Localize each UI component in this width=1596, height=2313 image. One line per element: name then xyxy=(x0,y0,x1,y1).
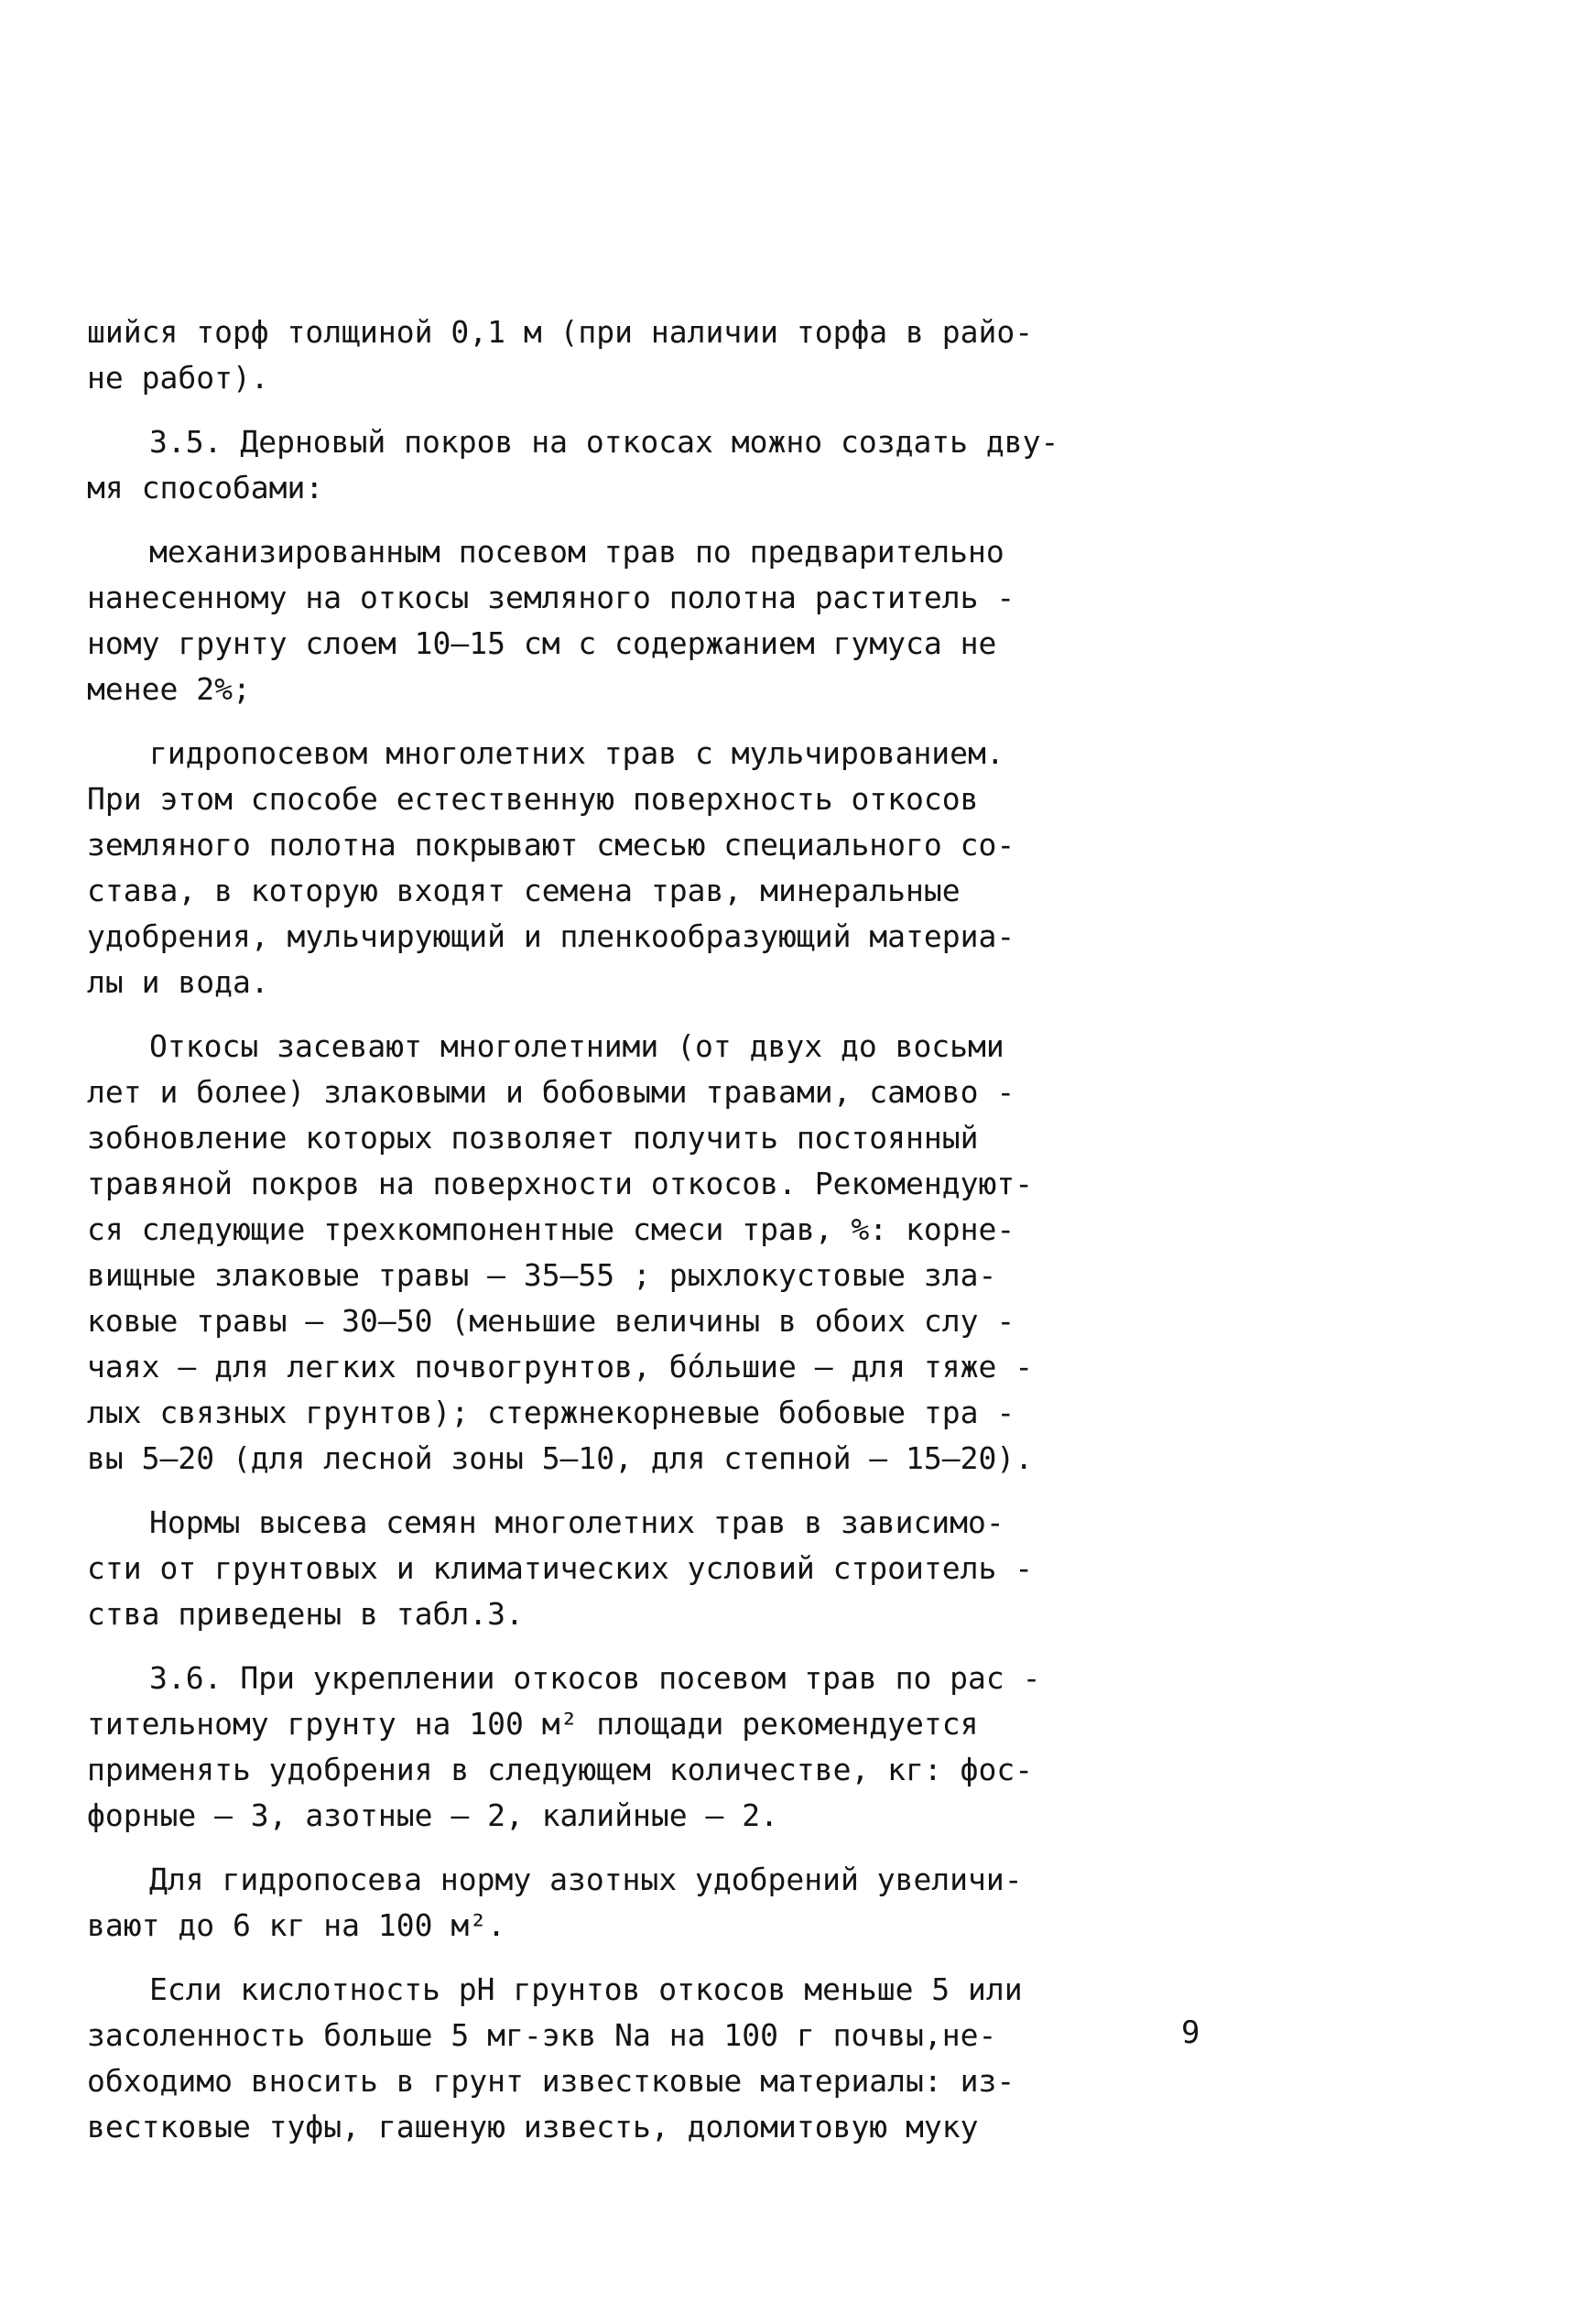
paragraph xyxy=(87,309,1259,401)
text-line: шийся торф толщиной 0,1 м (при наличии торфа в райо- xyxy=(87,314,1034,350)
text-line: вают до 6 кг на 100 м². xyxy=(87,1907,505,1943)
text-line: При этом способе естественную поверхность откосов xyxy=(87,781,979,817)
text-line: Для гидропосева норму азотных удобрений увеличи- xyxy=(149,1862,1023,1897)
paragraph xyxy=(87,731,1259,1005)
text-line: применять удобрения в следующем количестве, кг: фос- xyxy=(87,1752,1034,1787)
text-line: тительному грунту на 100 м² площади рекомендуется xyxy=(87,1706,979,1742)
text-line: механизированным посевом трав по предварительно xyxy=(149,534,1004,570)
text-line: засоленность больше 5 мг-экв Na на 100 г почвы,не- xyxy=(87,2017,997,2053)
paragraph xyxy=(87,419,1259,511)
text-line: лых связных грунтов); стержнекорневые бобовые тра - xyxy=(87,1395,1015,1430)
text-line: зобновление которых позволяет получить постоянный xyxy=(87,1120,979,1156)
text-line: гидропосевом многолетних трав с мульчированием. xyxy=(149,735,1004,771)
body-text xyxy=(87,309,1259,2168)
text-line: земляного полотна покрывают смесью специального со- xyxy=(87,827,1015,863)
paragraph xyxy=(87,1500,1259,1637)
text-line: обходимо вносить в грунт известковые материалы: из- xyxy=(87,2063,1015,2099)
text-line: лет и более) злаковыми и бобовыми травами, самово - xyxy=(87,1074,1015,1110)
text-line: 3.5. Дерновый покров на откосах можно создать дву- xyxy=(149,424,1059,460)
text-line: мя способами: xyxy=(87,470,324,505)
text-line: не работ). xyxy=(87,360,269,396)
text-line: Откосы засевают многолетними (от двух до восьми xyxy=(149,1028,1004,1064)
text-line: Если кислотность pH грунтов откосов меньше 5 или xyxy=(149,1971,1023,2007)
text-line: Нормы высева семян многолетних трав в зависимо- xyxy=(149,1504,1004,1540)
text-line: 3.6. При укреплении откосов посевом трав по рас - xyxy=(149,1660,1041,1696)
paragraph xyxy=(87,1024,1259,1482)
paragraph xyxy=(87,1967,1259,2150)
paragraph xyxy=(87,1857,1259,1949)
text-line: удобрения, мульчирующий и пленкообразующий материа- xyxy=(87,918,1015,954)
text-line: ства приведены в табл.3. xyxy=(87,1596,524,1632)
text-line: травяной покров на поверхности откосов. Рекомендуют- xyxy=(87,1166,1034,1201)
text-line: вестковые туфы, гашеную известь, доломитовую муку xyxy=(87,2109,979,2145)
text-line: вы 5–20 (для лесной зоны 5–10, для степной – 15–20). xyxy=(87,1440,1034,1476)
text-line: вищные злаковые травы – 35–55 ; рыхлокустовые зла- xyxy=(87,1257,997,1293)
page-number: 9 xyxy=(1181,2014,1200,2051)
text-line: форные – 3, азотные – 2, калийные – 2. xyxy=(87,1797,778,1833)
text-line: ся следующие трехкомпонентные смеси трав, %: корне- xyxy=(87,1211,1015,1247)
text-line: нанесенному на откосы земляного полотна раститель - xyxy=(87,580,1015,615)
text-line: лы и вода. xyxy=(87,964,269,1000)
text-line: менее 2%; xyxy=(87,671,251,707)
text-line: става, в которую входят семена трав, минеральные xyxy=(87,873,961,908)
text-line: ному грунту слоем 10–15 см с содержанием гумуса не xyxy=(87,625,997,661)
paragraph xyxy=(87,1656,1259,1839)
text-line: сти от грунтовых и климатических условий строитель - xyxy=(87,1550,1034,1586)
paragraph xyxy=(87,529,1259,712)
text-line: ковые травы – 30–50 (меньшие величины в обоих слу - xyxy=(87,1303,1015,1339)
text-line: чаях – для легких почвогрунтов, бо́льшие – для тяже - xyxy=(87,1349,1034,1385)
